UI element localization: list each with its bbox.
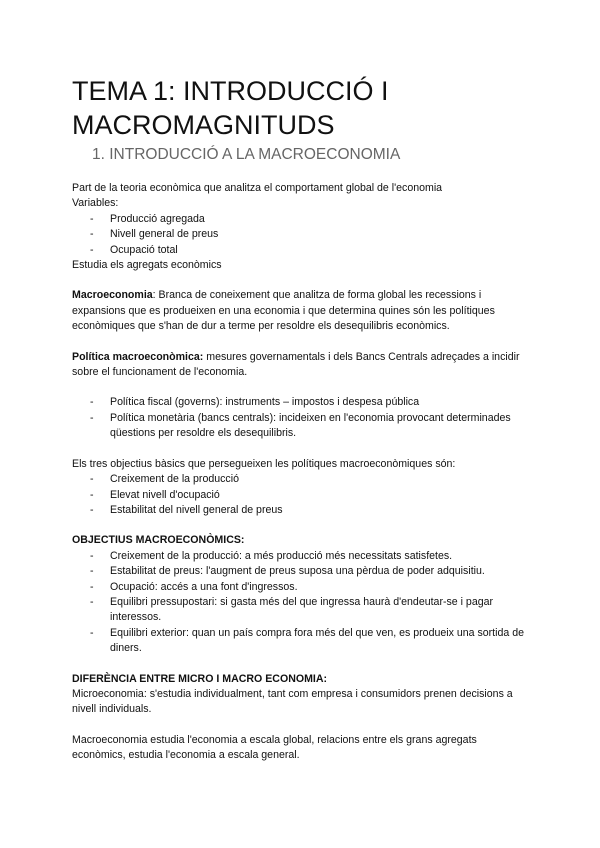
policy-definition [72, 350, 532, 381]
list-item: - Creixement de la producció: a més producció més necessitats satisfetes. [72, 549, 532, 564]
objectives-heading: OBJECTIUS MACROECONÒMICS: [72, 534, 245, 547]
aggregates-text: Estudia els agregats econòmics [72, 259, 222, 272]
variables-label: Variables: [72, 197, 119, 210]
list-item: - Estabilitat del nivell general de preus [72, 503, 532, 518]
list-item: - Ocupació: accés a una font d'ingressos. [72, 580, 532, 595]
section-subtitle: 1. INTRODUCCIÓ A LA MACROECONOMIA [92, 146, 401, 163]
intro-definition: Part de la teoria econòmica que analitza el comportament global de l'economia [72, 182, 443, 194]
objectives-intro: Els tres objectius bàsics que persegueixen les polítiques macroeconòmiques són: [72, 457, 456, 470]
list-item: - Política monetària (bancs centrals): incideixen en l'economia provocant determinades qüestions per resoldre els desequilibris. [72, 411, 532, 442]
policy-list [72, 395, 532, 441]
list-item: - Ocupació total [72, 243, 532, 258]
list-item: - Política fiscal (governs): instruments – impostos i despesa pública [72, 395, 532, 410]
list-item: - Elevat nivell d'ocupació [72, 488, 532, 503]
difference-heading: DIFERÈNCIA ENTRE MICRO I MACRO ECONOMIA: [72, 672, 328, 685]
policy-text: mesures governamentals i dels Bancs Centrals adreçades a incidir sobre el funcionament de l'economia. [72, 350, 520, 379]
list-item: - Estabilitat de preus: l'augment de preus suposa una pèrdua de poder adquisitiu. [72, 564, 532, 579]
variables-list [72, 212, 532, 258]
list-item: - Nivell general de preus [72, 227, 532, 242]
objectives-intro-list [72, 472, 532, 518]
list-item: - Producció agregada [72, 212, 532, 227]
macro-text: : Branca de coneixement que analitza de forma global les recessions i expansions que es produeixen en una economia i que determina quines són les polítiques econòmiques que s'han de dur a terme per resoldre els desequilibris econòmics. [72, 289, 495, 333]
policy-term: Política macroeconòmica: [72, 350, 204, 363]
macro-scale-text: Macroeconomia estudia l'economia a escala global, relacions entre els grans agregats econòmics, estudia l'economia a escala general. [72, 733, 477, 762]
macro-definition [72, 288, 532, 334]
micro-text: Microeconomia: s'estudia individualment, tant com empresa i consumidors prenen decisions a nivell individuals. [72, 687, 513, 716]
list-item: - Equilibri pressupostari: si gasta més del que ingressa haurà d'endeutar-se i pagar interessos. [72, 595, 532, 626]
list-item: - Equilibri exterior: quan un país compra fora més del que ven, es produeix una sortida de diners. [72, 626, 532, 657]
macro-term: Macroeconomia [72, 289, 153, 302]
page-title: TEMA 1: INTRODUCCIÓ I MACROMAGNITUDS [72, 76, 389, 140]
document-body [72, 181, 532, 764]
list-item: - Creixement de la producció [72, 472, 532, 487]
objectives-list [72, 549, 532, 657]
